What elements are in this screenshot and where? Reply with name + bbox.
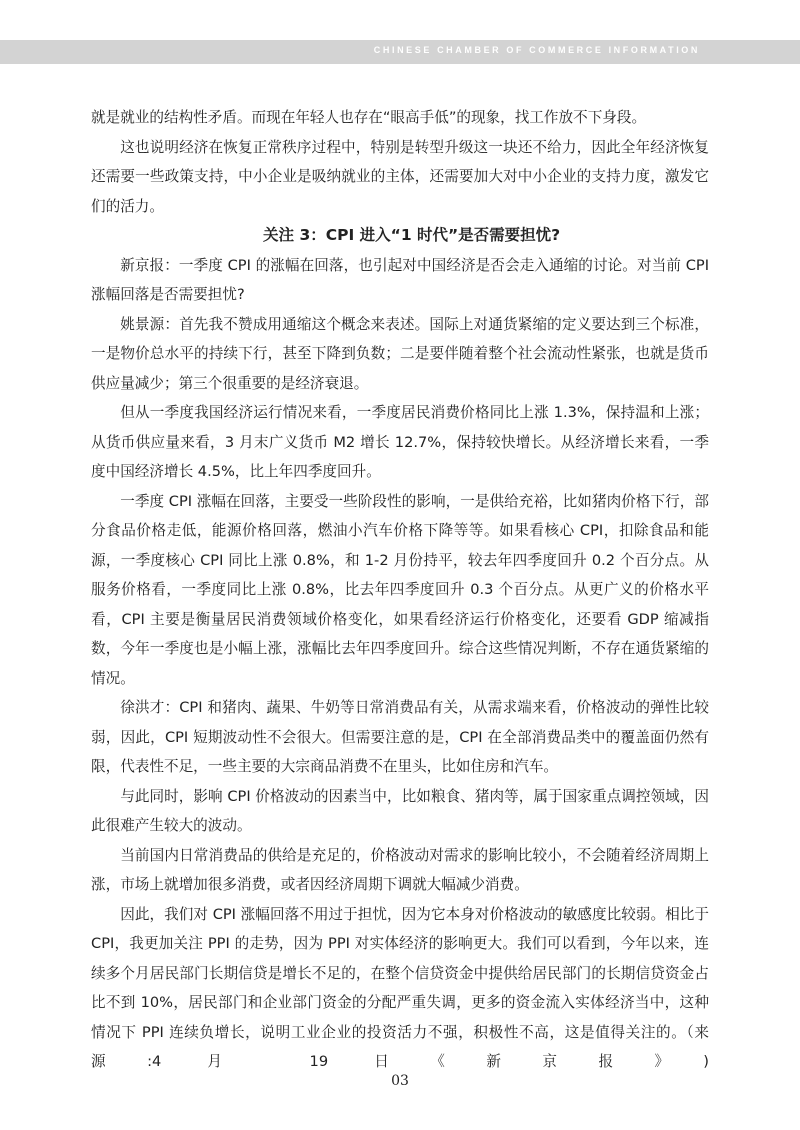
paragraph: 但从一季度我国经济运行情况来看，一季度居民消费价格同比上涨 1.3%，保持温和上涨；从货币供应量来看，3 月末广义货币 M2 增长 12.7%，保持较快增长。从经济增长来看，一季度中国经济增长 4.5%，比上年四季度回升。	[91, 404, 709, 480]
source-citation: （来源:4 月 19 日《新京报》)	[91, 1023, 709, 1070]
paragraph: 姚景源：首先我不赞成用通缩这个概念来表述。国际上对通货紧缩的定义要达到三个标准，一是物价总水平的持续下行，甚至下降到负数；二是要伴随着整个社会流动性紧张，也就是货币供应量减少；第三个很重要的是经济衰退。	[91, 315, 709, 392]
paragraph: 因此，我们对 CPI 涨幅回落不用过于担忧，因为它本身对价格波动的敏感度比较弱。相比于 CPI，我更加关注 PPI 的走势，因为 PPI 对实体经济的影响更大。我们可以看到，今年以来，连续多个月居民部门长期信贷是增长不足的，在整个信贷资金中提供给居民部门的长期信贷资金占比不到 10%，居民部门和企业部门资金的分配严重失调，更多的资金流入实体经济当中，这种情况下 PPI 连续负增长，说明工业企业的投资活力不强，积极性不高，这是值得关注的。	[91, 905, 709, 1041]
section-heading: 关注 3：CPI 进入“1 时代”是否需要担忧?	[263, 226, 561, 244]
paragraph: 与此同时，影响 CPI 价格波动的因素当中，比如粮食、猪肉等，属于国家重点调控领域，因此很难产生较大的波动。	[91, 787, 709, 834]
paragraph: 就是就业的结构性矛盾。而现在年轻人也存在“眼高手低”的现象，找工作放不下身段。	[91, 109, 647, 126]
paragraph-with-source	[91, 900, 709, 1077]
paragraph: 这也说明经济在恢复正常秩序过程中，特别是转型升级这一块还不给力，因此全年经济恢复还需要一些政策支持，中小企业是吸纳就业的主体，还需要加大对中小企业的支持力度，激发它们的活力。	[91, 138, 709, 215]
article-body	[91, 103, 709, 1077]
paragraph: 新京报：一季度 CPI 的涨幅在回落，也引起对中国经济是否会走入通缩的讨论。对当前 CPI 涨幅回落是否需要担忧?	[91, 256, 709, 303]
page-number: 03	[391, 1073, 409, 1089]
header-band	[0, 40, 800, 64]
paragraph: 一季度 CPI 涨幅在回落，主要受一些阶段性的影响，一是供给充裕，比如猪肉价格下行，部分食品价格走低，能源价格回落，燃油小汽车价格下降等等。如果看核心 CPI，扣除食品和能源，一季度核心 CPI 同比上涨 0.8%，和 1-2 月份持平，较去年四季度回升 0.2 个百分点。从服务价格看，一季度同比上涨 0.8%，比去年四季度回升 0.3 个百分点。从更广义的价格水平看，CPI 主要是衡量居民消费领域价格变化，如果看经济运行价格变化，还要看 GDP 缩减指数，今年一季度也是小幅上涨，涨幅比去年四季度回升。综合这些情况判断，不存在通货紧缩的情况。	[91, 492, 709, 687]
header-title: CHINESE CHAMBER OF COMMERCE INFORMATION	[373, 45, 700, 55]
paragraph: 当前国内日常消费品的供给是充足的，价格波动对需求的影响比较小，不会随着经济周期上涨，市场上就增加很多消费，或者因经济周期下调就大幅减少消费。	[91, 846, 709, 893]
paragraph: 徐洪才：CPI 和猪肉、蔬果、牛奶等日常消费品有关，从需求端来看，价格波动的弹性比较弱，因此，CPI 短期波动性不会很大。但需要注意的是，CPI 在全部消费品类中的覆盖面仍然有限，代表性不足，一些主要的大宗商品消费不在里头，比如住房和汽车。	[91, 699, 709, 775]
